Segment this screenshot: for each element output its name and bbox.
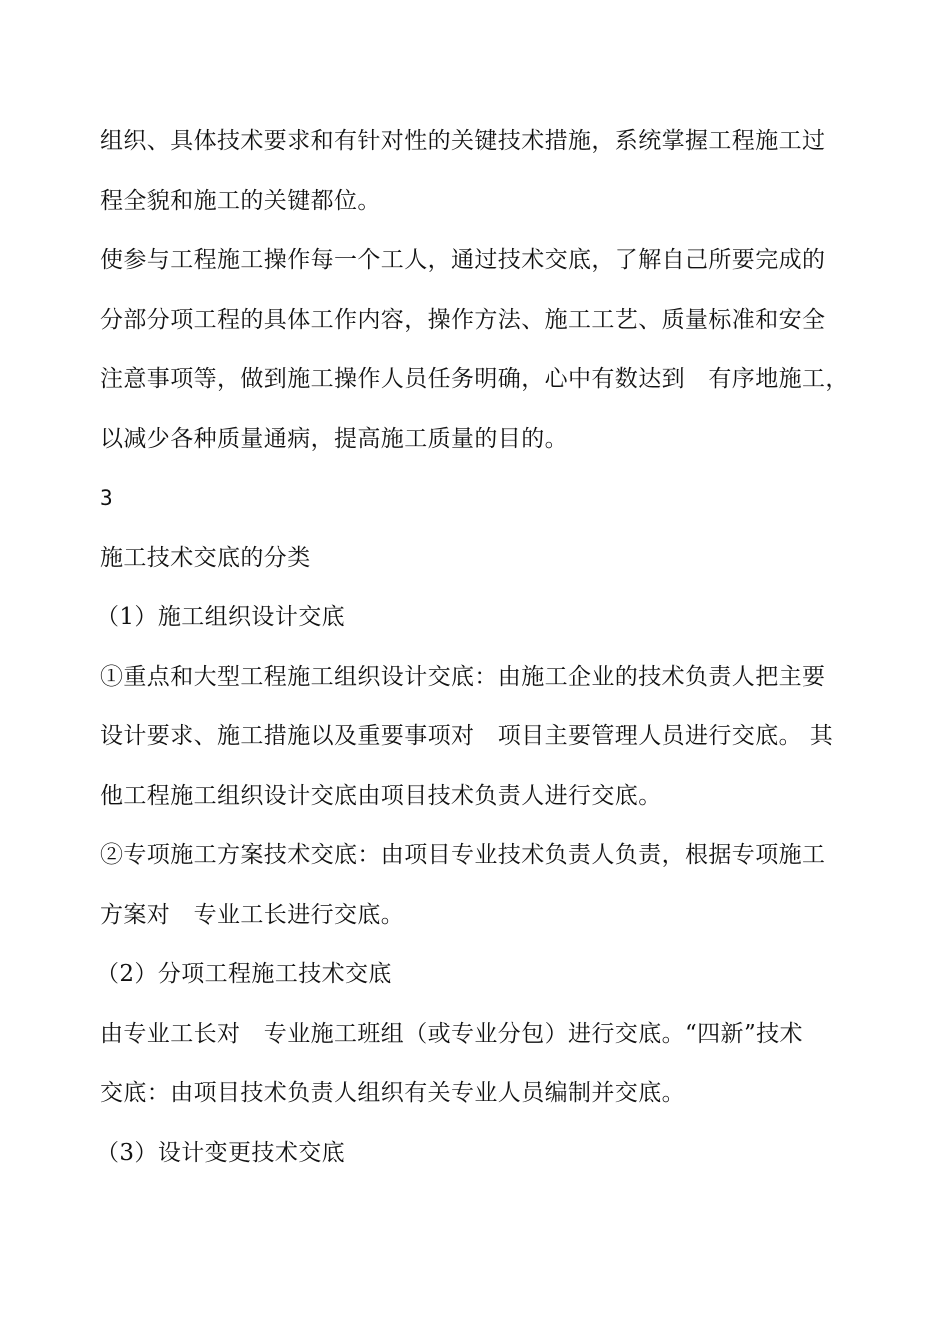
paragraph-line <box>100 1064 852 1124</box>
paragraph-line <box>100 231 852 291</box>
line-text: ②专项施工方案技术交底：由项目专业技术负责人负责，根据专项施工 <box>100 842 826 868</box>
document-page <box>96 112 852 1183</box>
subsection-title-text: （3）设计变更技术交底 <box>96 1139 346 1166</box>
paragraph-line <box>100 886 852 946</box>
line-text: 使参与工程施工操作每一个工人，通过技术交底，了解自己所要完成的 <box>100 247 826 273</box>
line-text: 分部分项工程的具体工作内容，操作方法、施工工艺、质量标准和安全 <box>100 306 826 333</box>
subsection-title <box>96 588 852 648</box>
paragraph-line <box>100 291 852 351</box>
paragraph-line <box>100 767 852 827</box>
line-text: 设计要求、施工措施以及重要事项对 项目主要管理人员进行交底。 其 <box>100 723 834 749</box>
subsection-title-text: （2）分项工程施工技术交底 <box>96 961 392 987</box>
line-text: 由专业工长对 专业施工班组（或专业分包）进行交底。“四新”技术 <box>100 1020 803 1047</box>
line-text: 他工程施工组织设计交底由项目技术负责人进行交底。 <box>100 782 662 809</box>
section-number <box>100 469 852 529</box>
line-text: ①重点和大型工程施工组织设计交底：由施工企业的技术负责人把主要 <box>100 663 826 690</box>
line-text: 程全貌和施工的关键都位。 <box>100 187 381 214</box>
paragraph-line <box>100 410 852 470</box>
subsection-title <box>96 945 852 1005</box>
paragraph-line <box>100 707 852 767</box>
line-text: 组织、具体技术要求和有针对性的关键技术措施，系统掌握工程施工过 <box>100 128 826 154</box>
subsection-title-text: （1）施工组织设计交底 <box>96 604 346 630</box>
paragraph-line <box>100 172 852 232</box>
subsection-title <box>96 1124 852 1184</box>
line-text: 方案对 专业工长进行交底。 <box>100 901 405 928</box>
line-text: 注意事项等，做到施工操作人员任务明确，心中有数达到 有序地施工， <box>100 366 849 392</box>
paragraph-line <box>100 112 852 172</box>
paragraph-line <box>100 1005 852 1065</box>
line-text: 以减少各种质量通病，提高施工质量的目的。 <box>100 425 568 452</box>
paragraph-line <box>100 648 852 708</box>
section-number-text: 3 <box>100 486 114 510</box>
paragraph-line <box>100 350 852 410</box>
section-title <box>100 529 852 589</box>
paragraph-line <box>100 826 852 886</box>
line-text: 交底：由项目技术负责人组织有关专业人员编制并交底。 <box>100 1080 685 1106</box>
section-title-text: 施工技术交底的分类 <box>100 544 311 571</box>
